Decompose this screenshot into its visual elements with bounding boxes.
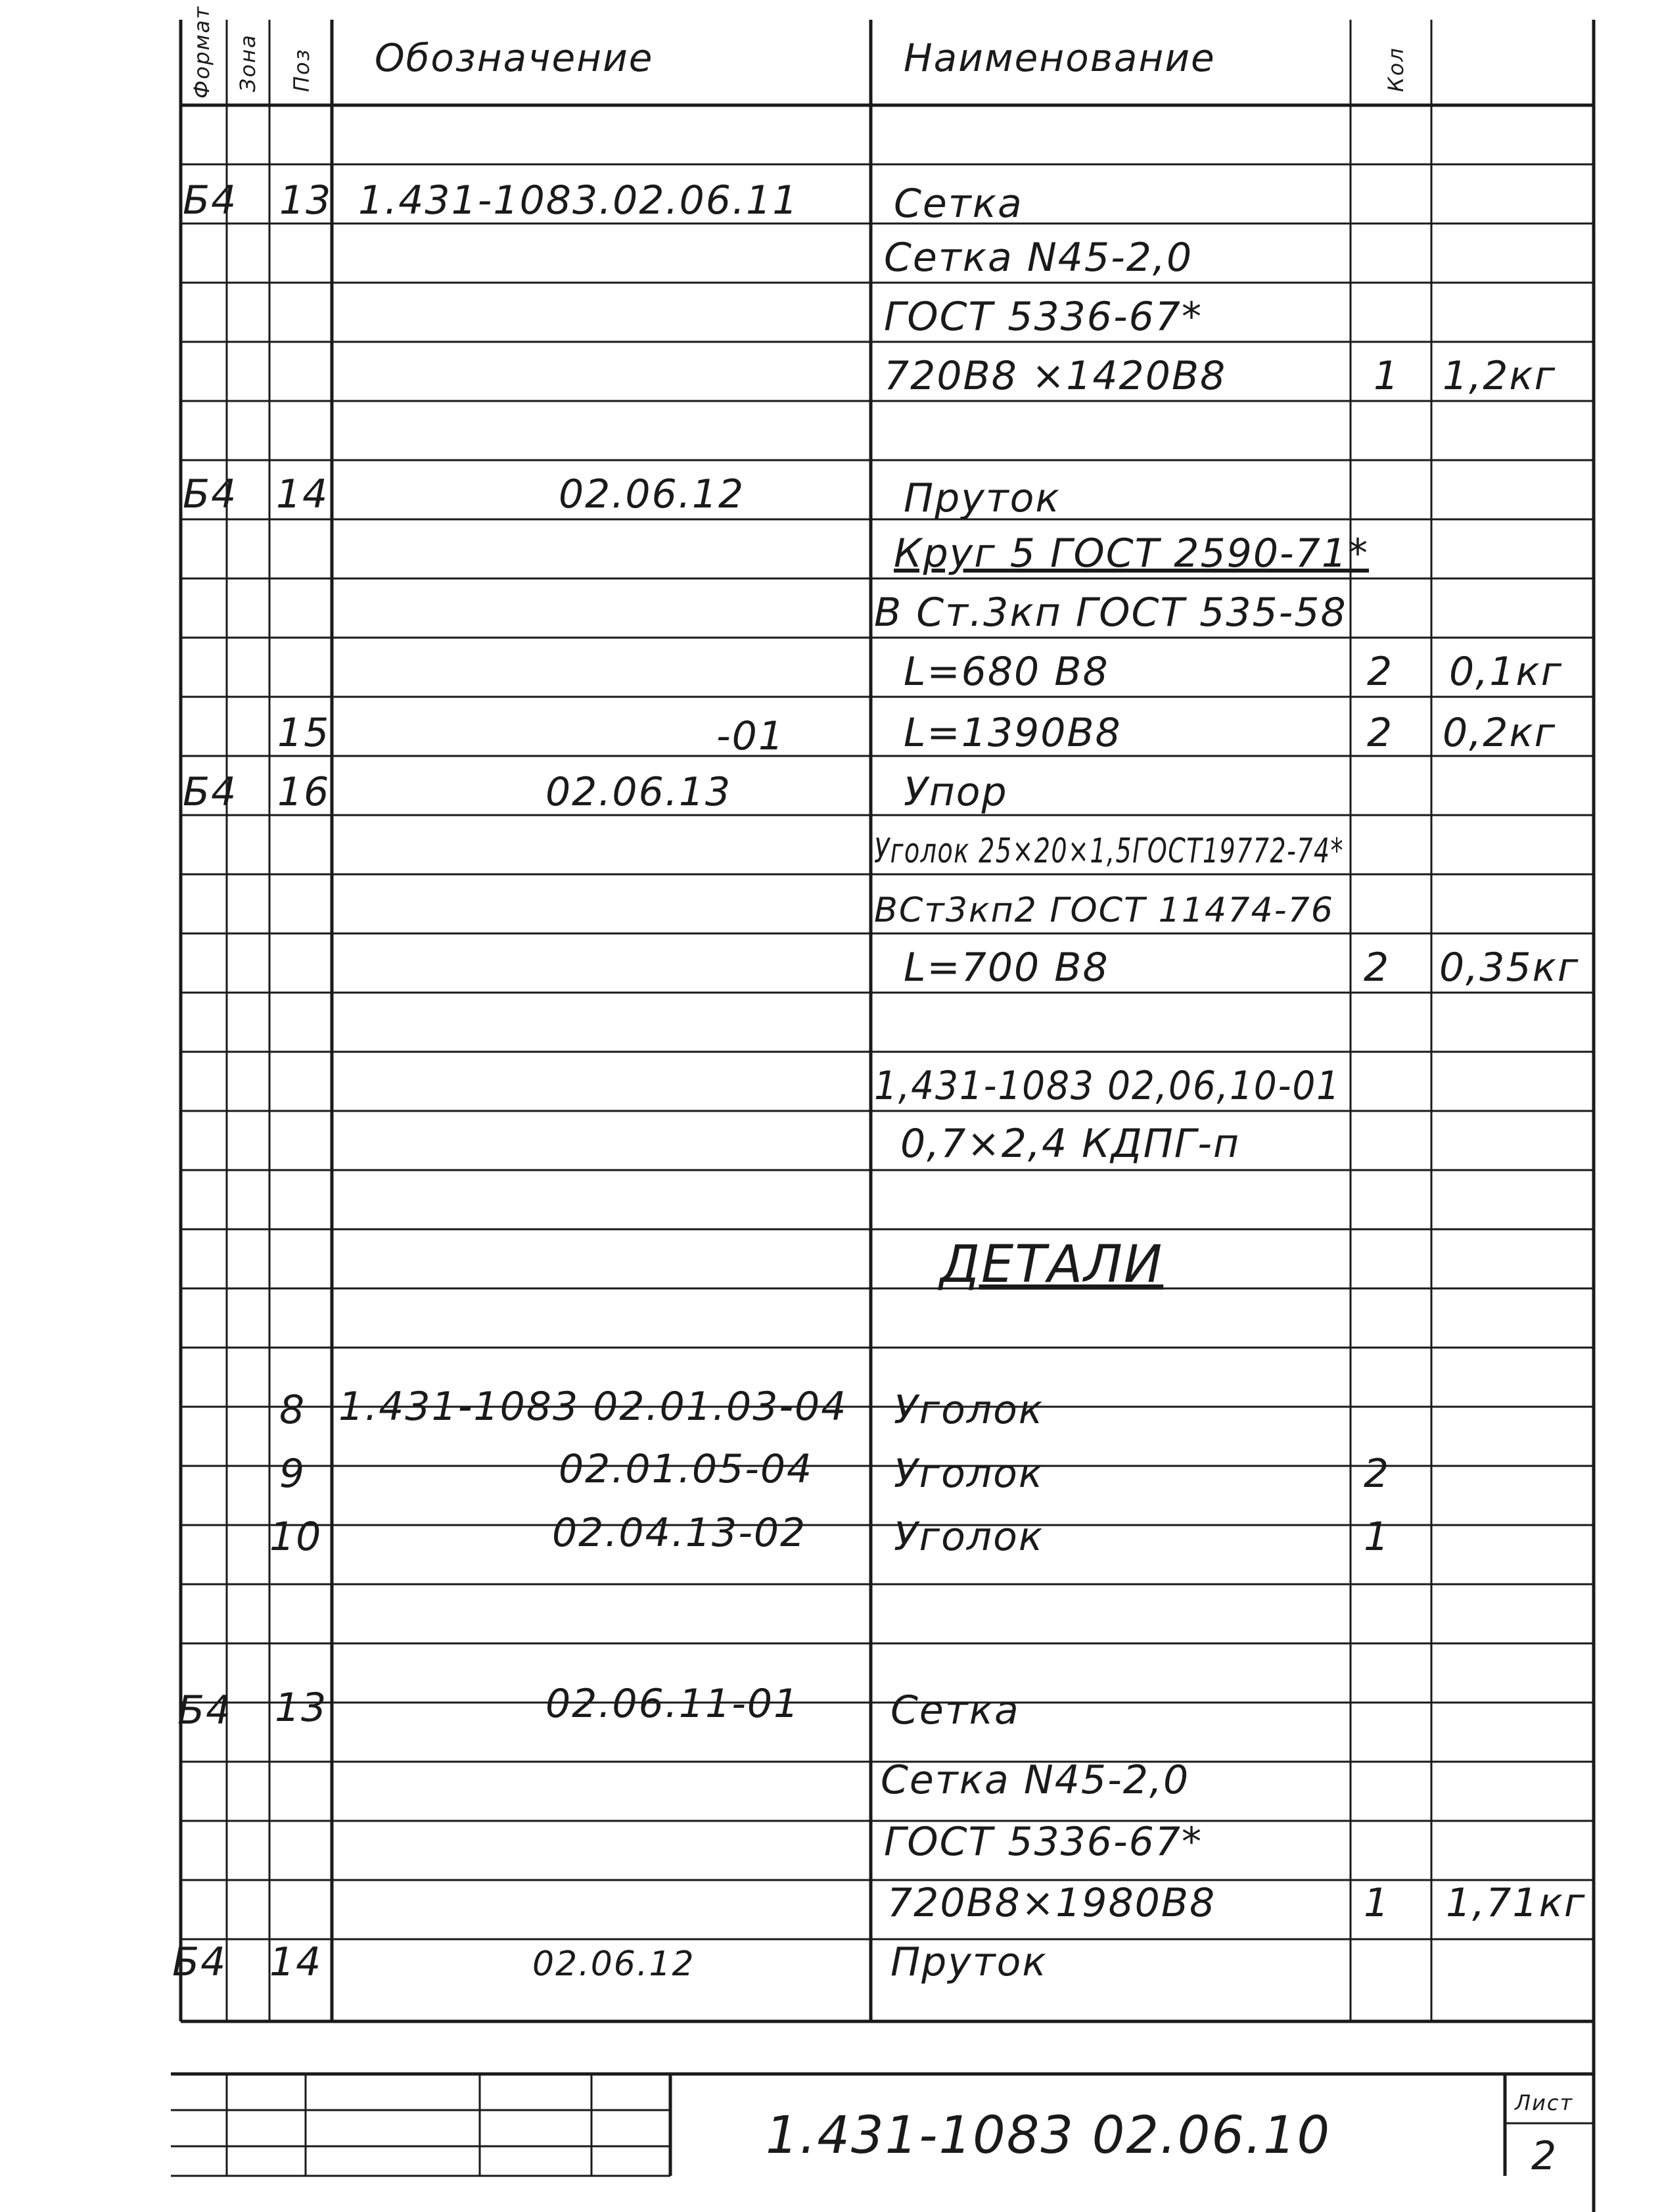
row-designation: 02.04.13-02 [552,1510,807,1556]
header-format: Формат [189,5,214,99]
table-row [279,1384,1044,1433]
table-row [279,1446,1390,1497]
row-note: 1,71кг [1446,1880,1586,1926]
row-name: Пруток [904,475,1061,521]
header-name: Наименование [904,35,1216,80]
row-name: Уголок [894,1514,1044,1560]
table-row [172,1939,1048,1985]
row-designation: 02.06.13 [545,769,732,815]
table-row [874,832,1344,871]
row-note: 0,35кг [1439,945,1580,991]
row-position: 14 [276,471,329,517]
row-quantity: 2 [1364,1451,1391,1497]
table-row [938,1235,1163,1294]
table-row [177,1681,1020,1733]
row-quantity: 1 [1374,353,1400,399]
row-quantity: 1 [1364,1880,1391,1926]
table-row [277,710,1556,759]
row-quantity: 2 [1367,649,1394,695]
table-row [894,530,1369,577]
row-designation: 02.06.12 [559,471,745,517]
table-row [269,1510,1390,1560]
row-format: Б4 [183,471,238,517]
row-format: Б4 [172,1939,227,1985]
row-designation: 02.01.05-04 [559,1446,814,1492]
row-position: 10 [269,1514,323,1560]
row-name: Уголок [894,1451,1044,1497]
row-designation: -01 [716,713,785,759]
row-position: 13 [275,1685,328,1731]
row-name: Уголок [894,1387,1044,1433]
row-position: 8 [279,1387,306,1433]
table-row [874,1063,1341,1109]
row-position: 9 [279,1451,306,1497]
row-note: 0,2кг [1443,710,1557,756]
row-position: 14 [269,1939,323,1985]
table-row [183,177,1023,227]
table-row [884,294,1203,340]
row-name: ГОСТ 5336-67* [884,294,1203,340]
row-name: 0,7×2,4 КДПГ-п [900,1121,1241,1167]
header-designation: Обозначение [375,35,654,80]
table-row [887,1880,1586,1926]
row-designation: 1.431-1083 02.01.03-04 [338,1384,848,1430]
table-row [183,769,1008,815]
row-position: 13 [279,177,333,224]
title-block [766,2090,1573,2179]
table-row [884,353,1556,399]
row-name: L=680 В8 [904,649,1109,695]
row-name: Сетка [890,1687,1020,1733]
row-format: Б4 [183,177,238,224]
row-note: 1,2кг [1443,353,1557,399]
row-name: Пруток [890,1939,1048,1985]
row-format: Б4 [183,769,238,815]
table-row [884,1819,1203,1865]
row-note: 0,1кг [1449,649,1563,695]
table-row [183,471,1061,521]
table-row [874,891,1334,930]
row-name: Круг 5 ГОСТ 2590-71* [894,530,1369,577]
row-name: 1,431-1083 02,06,10-01 [874,1063,1341,1109]
row-designation: 02.06.11-01 [545,1681,800,1727]
row-name: L=1390В8 [904,710,1122,756]
table-body [172,177,1586,1985]
row-name: 720В8 ×1420В8 [884,353,1227,399]
row-name: Уголок 25×20×1,5ГОСТ19772-74* [874,832,1344,871]
sheet-number: 2 [1531,2133,1558,2179]
row-name: L=700 В8 [904,945,1109,991]
row-name: 720В8×1980В8 [887,1880,1216,1926]
header-position: Поз [289,48,314,92]
section-title-details: ДЕТАЛИ [940,1235,1164,1294]
sheet-label: Лист [1515,2090,1574,2115]
table-row [874,590,1347,636]
row-designation: 1.431-1083.02.06.11 [358,177,799,224]
table-header [189,5,1408,99]
row-designation: 02.06.12 [532,1944,695,1984]
document-code: 1.431-1083 02.06.10 [766,2106,1331,2165]
row-position: 16 [277,769,331,815]
row-name: ВСт3кп2 ГОСТ 11474-76 [874,891,1334,930]
table-row [904,649,1563,695]
row-name: Сетка N45-2,0 [881,1757,1190,1803]
table-row [884,235,1193,281]
table-row [904,945,1579,991]
row-name: Сетка [894,181,1023,227]
row-name: Упор [904,769,1008,815]
row-quantity: 2 [1367,710,1394,756]
row-format: Б4 [177,1687,233,1733]
header-zone: Зона [235,34,260,92]
table-row [900,1121,1240,1167]
header-quantity: Кол [1383,47,1408,92]
row-quantity: 2 [1364,945,1391,991]
row-name: Сетка N45-2,0 [884,235,1193,281]
row-position: 15 [277,710,331,756]
table-row [881,1757,1190,1803]
row-quantity: 1 [1364,1514,1391,1560]
row-name: ГОСТ 5336-67* [884,1819,1203,1865]
row-name: В Ст.3кп ГОСТ 535-58 [874,590,1347,636]
